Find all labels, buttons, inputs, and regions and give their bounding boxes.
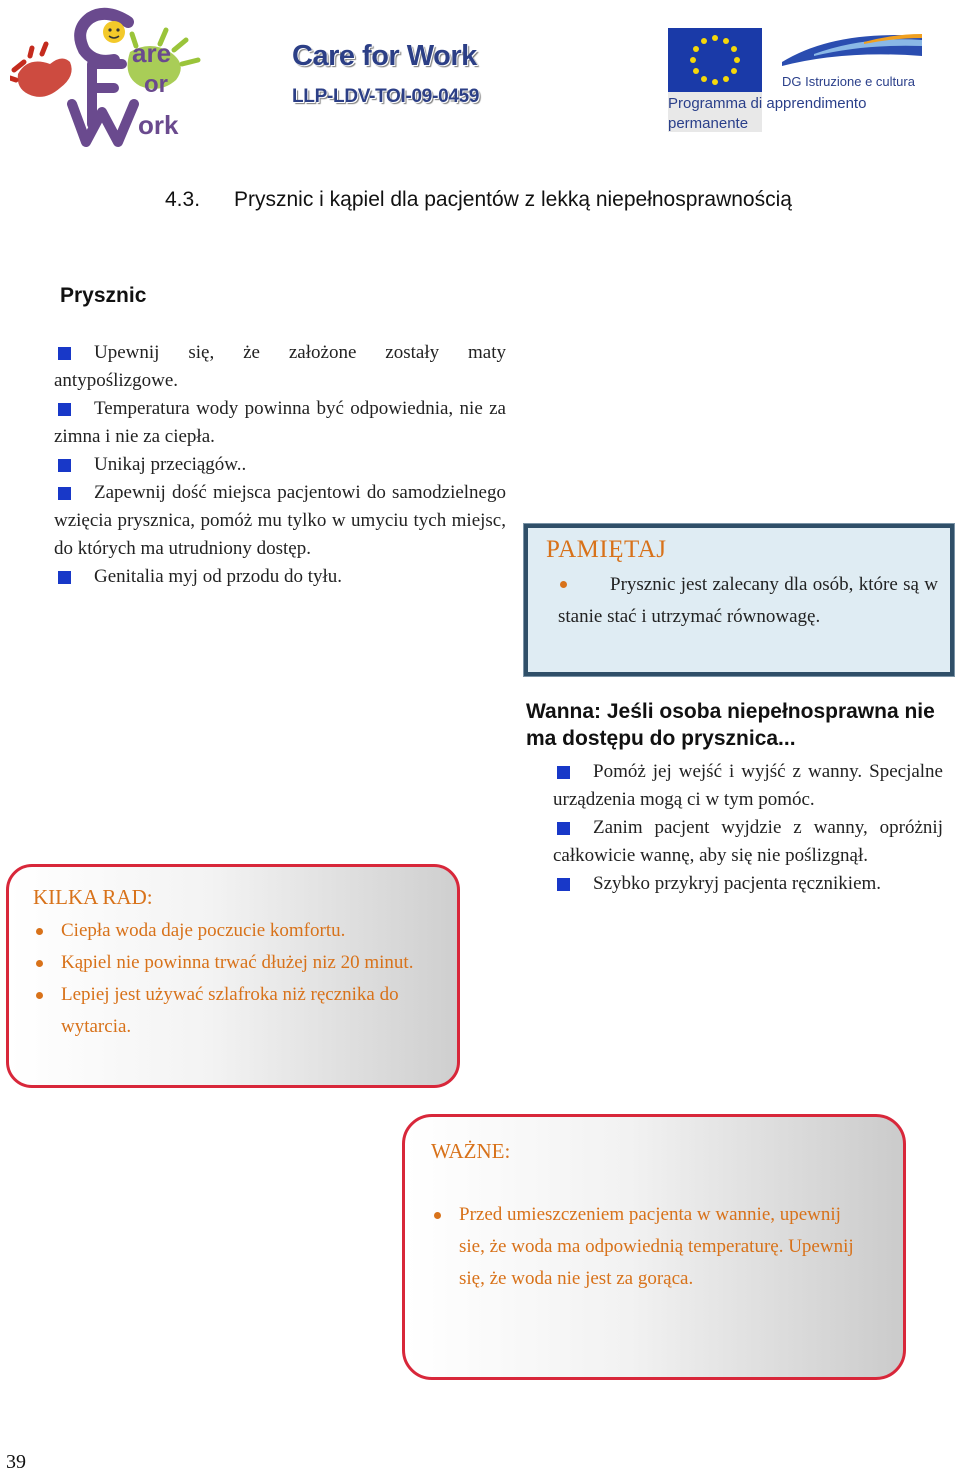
list-item-text: Szybko przykryj pacjenta ręcznikiem. — [593, 873, 882, 894]
tips-title: KILKA RAD: — [33, 885, 153, 909]
list-item — [33, 979, 433, 1043]
shower-heading: Prysznic — [60, 284, 147, 307]
eu-logo-line1: DG Istruzione e cultura — [782, 74, 915, 89]
project-title: Care for Work — [292, 40, 477, 72]
square-bullet-icon — [557, 766, 570, 779]
eu-logo-line2: Programma di apprendimento — [668, 95, 867, 112]
list-item-text: Genitalia myj od przodu do tyłu. — [94, 566, 343, 587]
list-item-text: Pomóż jej wejść i wyjść z wanny. Specjalne urządzenia mogą ci w tym pomóc. — [553, 761, 943, 810]
square-bullet-icon — [58, 347, 71, 360]
list-item-text: Temperatura wody powinna być odpowiednia, nie za zimna i nie za ciepła. — [54, 398, 506, 447]
list-item-text: Unikaj przeciągów.. — [94, 454, 247, 475]
tips-list — [33, 915, 433, 1043]
remember-item-text: Prysznic jest zalecany dla osób, które są w stanie stać i utrzymać równowagę. — [558, 574, 938, 627]
list-item — [431, 1199, 863, 1295]
round-bullet-icon — [36, 928, 43, 935]
list-item — [553, 870, 943, 898]
svg-text:are: are — [132, 38, 172, 68]
round-bullet-icon — [434, 1212, 441, 1219]
important-list — [431, 1199, 863, 1295]
list-item — [54, 451, 506, 479]
list-item-text: Zapewnij dość miejsca pacjentowi do samodzielnego wzięcia prysznica, pomóż mu tylko w umyciu tych miejsc, do których ma utrudniony dostęp. — [54, 482, 506, 559]
list-item-text: Przed umieszczeniem pacjenta w wannie, upewnij sie, że woda ma odpowiednią temperaturę. Upewnij się, że woda nie jest za gorąca. — [459, 1204, 854, 1289]
round-bullet-icon — [36, 992, 43, 999]
square-bullet-icon — [557, 822, 570, 835]
list-item — [54, 479, 506, 563]
square-bullet-icon — [58, 571, 71, 584]
square-bullet-icon — [58, 459, 71, 472]
list-item-text: Lepiej jest używać szlafroka niż ręcznika do wytarcia. — [61, 984, 399, 1037]
round-bullet-icon — [36, 960, 43, 967]
list-item — [54, 339, 506, 395]
tips-box — [6, 864, 460, 1088]
list-item — [33, 915, 433, 947]
important-title: WAŻNE: — [431, 1139, 511, 1163]
eu-flag-logo — [664, 26, 926, 134]
important-box — [402, 1114, 906, 1380]
square-bullet-icon — [58, 487, 71, 500]
list-item-text: Kąpiel nie powinna trwać dłużej niz 20 minut. — [61, 952, 414, 973]
shower-list — [54, 339, 506, 591]
list-item-text: Zanim pacjent wyjdzie z wanny, opróżnij całkowicie wannę, aby się nie poślizgnął. — [553, 817, 943, 866]
list-item — [553, 758, 943, 814]
list-item-text: Upewnij się, że założone zostały maty antypoślizgowe. — [54, 342, 506, 391]
svg-text:or: or — [144, 71, 168, 98]
list-item — [553, 814, 943, 870]
project-code: LLP-LDV-TOI-09-0459 — [292, 86, 480, 107]
svg-text:ork: ork — [138, 110, 179, 140]
list-item — [558, 569, 938, 633]
section-number: 4.3. — [165, 188, 201, 211]
page-number: 39 — [6, 1451, 26, 1473]
care-for-work-logo — [10, 4, 210, 148]
eu-logo-line3: permanente — [668, 115, 749, 132]
list-item — [54, 563, 506, 591]
round-bullet-icon — [560, 581, 567, 588]
list-item-text: Ciepła woda daje poczucie komfortu. — [61, 920, 346, 941]
square-bullet-icon — [58, 403, 71, 416]
bath-heading: Wanna: Jeśli osoba niepełnosprawna nie ma dostępu do prysznica... — [526, 700, 935, 750]
remember-title: PAMIĘTAJ — [546, 536, 667, 563]
list-item — [33, 947, 433, 979]
square-bullet-icon — [557, 878, 570, 891]
remember-box — [524, 524, 954, 676]
section-title: Prysznic i kąpiel dla pacjentów z lekką niepełnosprawnością — [234, 188, 792, 211]
remember-text — [558, 569, 938, 633]
bath-list — [553, 758, 943, 898]
list-item — [54, 395, 506, 451]
